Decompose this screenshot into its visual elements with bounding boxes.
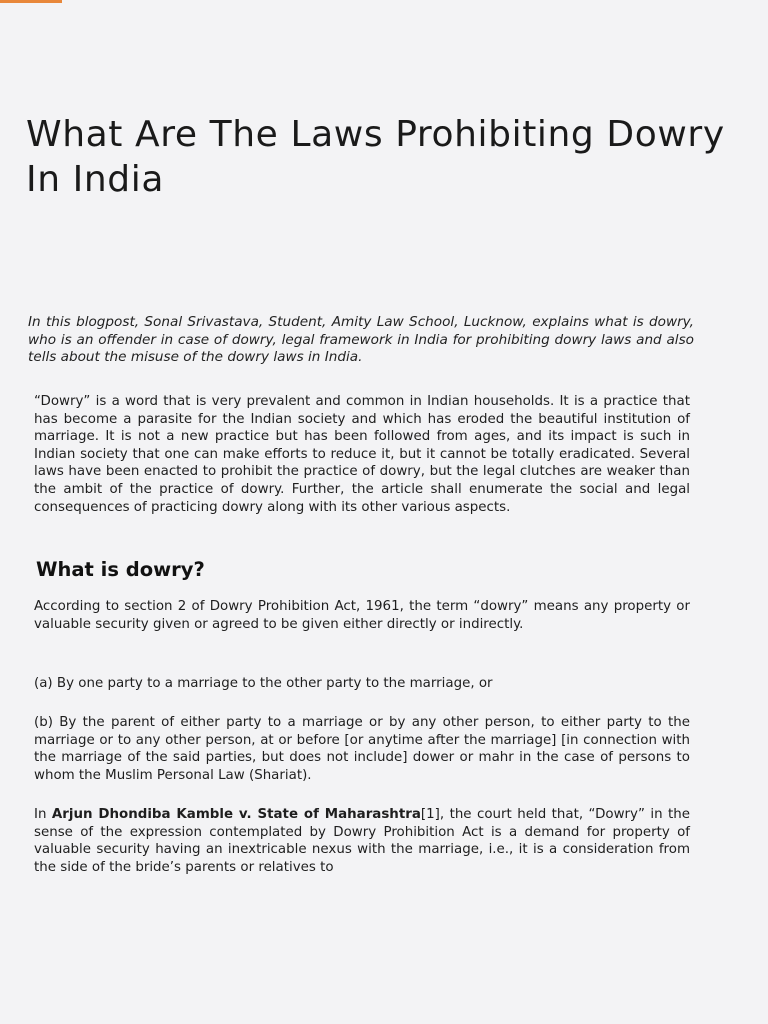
clause-a: (a) By one party to a marriage to the other party to the marriage, or: [34, 676, 493, 691]
article-intro: In this blogpost, Sonal Srivastava, Student, Amity Law School, Lucknow, explains what is dowry, who is an offender in case of dowry, legal framework in India for prohibiting dowry laws and also tells about the misuse of the dowry laws in India.: [28, 314, 694, 365]
footnote-ref[interactable]: [1]: [420, 807, 440, 822]
article-title: What Are The Laws Prohibiting Dowry In India: [26, 114, 725, 200]
clause-b: (b) By the parent of either party to a marriage or by any other person, to either party to the marriage or to any other person, at or before [or anytime after the marriage] [in connection with the marriage of the said parties, but does not include] dower or mahr in the case of persons to whom the Muslim Personal Law (Shariat).: [34, 715, 690, 783]
paragraph-case-law: [34, 806, 690, 876]
paragraph-definition: According to section 2 of Dowry Prohibition Act, 1961, the term “dowry” means any property or valuable security given or agreed to be given either directly or indirectly.: [34, 599, 690, 632]
paragraph-dowry-overview: “Dowry” is a word that is very prevalent and common in Indian households. It is a practice that has become a parasite for the Indian society and which has eroded the beautiful institution of marriage. It is not a new practice but has been followed from ages, and its impact is such in Indian society that one can make efforts to reduce it, but it cannot be totally eradicated. Several laws have been enacted to prohibit the practice of dowry, but the legal clutches are weaker than the ambit of the practice of dowry. Further, the article shall enumerate the social and legal consequences of practicing dowry along with its other various aspects.: [34, 394, 690, 515]
case-lead: In: [34, 807, 52, 822]
case-body: , the court held that, “Dowry” in the sense of the expression contemplated by Dowry Prohibition Act is a demand for property of valuable security having an inextricable nexus with the marriage, i.e., it is a consideration from the side of the bride’s parents or relatives to: [34, 807, 690, 875]
section-heading-what-is-dowry: What is dowry?: [36, 558, 205, 581]
case-name: Arjun Dhondiba Kamble v. State of Maharashtra: [51, 807, 421, 822]
